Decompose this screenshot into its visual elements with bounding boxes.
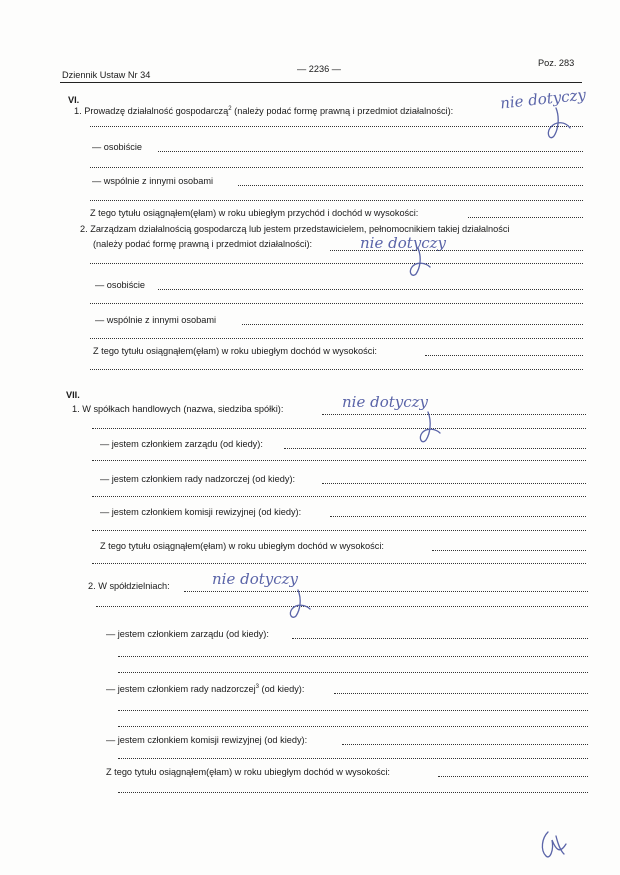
vi-q1-income: Z tego tytułu osiągnąłem(ęłam) w roku ubiegłym przychód i dochód w wysokości: [90,208,419,218]
position-number: Poz. 283 [538,58,575,68]
section-vi-label: VI. [68,95,80,105]
vii-q1-income: Z tego tytułu osiągnąłem(ęłam) w roku ubiegłym dochód w wysokości: [100,541,384,551]
vii-q1-audit: — jestem członkiem komisji rewizyjnej (od kiedy): [100,507,302,517]
vii-q2-board: — jestem członkiem zarządu (od kiedy): [106,629,269,639]
section-vii-label: VII. [66,390,80,400]
vii-q2-text: 2. W spółdzielniach: [88,581,170,591]
vii-q1-text: 1. W spółkach handlowych (nazwa, siedziba spółki): [72,404,284,414]
vi-q2-income: Z tego tytułu osiągnąłem(ęłam) w roku ubiegłym dochód w wysokości: [93,346,377,356]
vi-q1-personal: — osobiście [92,142,143,152]
vi-q2-line2: (należy podać formę prawną i przedmiot działalności): [93,239,313,249]
vi-q2-line1: 2. Zarządzam działalnością gospodarczą lub jestem przedstawicielem, pełnomocnikiem takiej działalności [80,224,510,234]
vii-q1-board: — jestem członkiem zarządu (od kiedy): [100,439,263,449]
vi-q2-joint: — wspólnie z innymi osobami [95,315,217,325]
vii-q2-audit: — jestem członkiem komisji rewizyjnej (od kiedy): [106,735,308,745]
vii-q1-handwritten-answer: nie dotyczy [342,393,429,411]
vi-q1-joint: — wspólnie z innymi osobami [92,176,214,186]
vi-q1-handwritten-answer: nie dotyczy [499,85,587,113]
vi-q2-handwritten-answer: nie dotyczy [360,234,447,252]
vii-q2-income: Z tego tytułu osiągnąłem(ęłam) w roku ubiegłym dochód w wysokości: [106,767,390,777]
vi-q1-text: 1. Prowadzę działalność gospodarczą$^2$ (należy podać formę prawną i przedmiot działalności): [74,105,454,116]
vi-q2-personal: — osobiście [95,280,146,290]
journal-title: Dziennik Ustaw Nr 34 [62,70,151,80]
page-number: — 2236 — [297,64,341,74]
vii-q2-supervisory: — jestem członkiem rady nadzorczej$^3$ (od kiedy): [106,683,305,694]
vii-q2-handwritten-answer: nie dotyczy [212,570,299,588]
vii-q1-supervisory: — jestem członkiem rady nadzorczej (od kiedy): [100,474,296,484]
